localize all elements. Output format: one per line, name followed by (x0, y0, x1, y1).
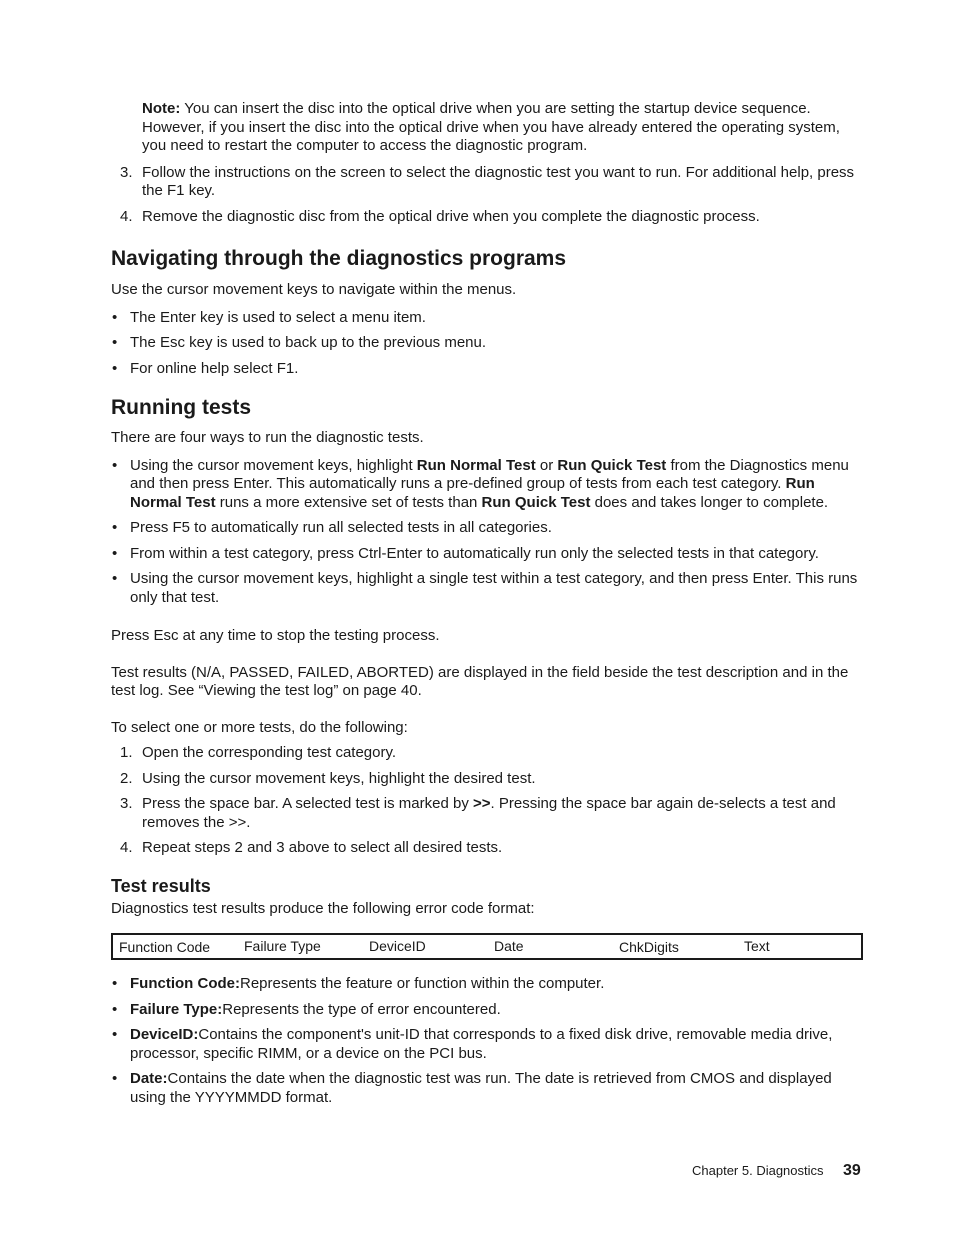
step-text: Open the corresponding test category. (142, 744, 397, 761)
heading-running-tests: Running tests (111, 396, 251, 419)
list-item (111, 975, 863, 994)
bullet-text: Using the cursor movement keys, highlight a single test within a test category, and then press Enter. This runs only that test. (130, 570, 858, 606)
bullet-text: runs a more extensive set of tests than (215, 493, 482, 511)
column-failure-type: Failure Type (244, 938, 321, 954)
bullet: • (112, 456, 118, 474)
running-intro: There are four ways to run the diagnostic tests. (111, 429, 424, 446)
step-number: 4. (120, 839, 133, 856)
footer-chapter: Chapter 5. Diagnostics (692, 1163, 824, 1178)
column-text: Text (744, 938, 770, 954)
list-item (111, 1026, 863, 1063)
heading-navigating: Navigating through the diagnostics programs (111, 247, 567, 270)
step-number: 4. (120, 207, 133, 225)
column-device-id: DeviceID (369, 938, 426, 954)
list-item (111, 1001, 863, 1020)
bullet: • (112, 1026, 118, 1043)
bullet: • (112, 308, 118, 326)
definition-term: DeviceID: (130, 1026, 199, 1043)
bullet-text: The Esc key is used to back up to the previous menu. (130, 334, 487, 351)
nav-bullets (111, 309, 863, 379)
bullet-text: For online help select F1. (130, 359, 299, 377)
list-item (111, 208, 863, 227)
select-steps (111, 744, 863, 858)
error-code-definitions (111, 975, 863, 1107)
definition-text: Represents the feature or function within the computer. (239, 975, 605, 992)
step-number: 3. (120, 795, 133, 812)
note-label: Note: (142, 100, 181, 117)
paragraph-results: Test results (N/A, PASSED, FAILED, ABORTED) are displayed in the field beside the test description and in the test log. See “Viewing the test log” on page 40. (111, 663, 849, 699)
keyword: Run Quick Test (481, 493, 591, 511)
bullet: • (112, 1000, 118, 1018)
definition-term: Function Code: (130, 975, 240, 992)
marker-symbol: >> (473, 795, 491, 812)
column-date: Date (494, 938, 524, 954)
paragraph-select: To select one or more tests, do the following: (111, 718, 408, 736)
step-text: Using the cursor movement keys, highlight the desired test. (142, 769, 536, 787)
bullet-text: does and takes longer to complete. (590, 493, 829, 511)
bullet: • (112, 975, 118, 992)
list-item (111, 309, 863, 328)
steps-top (111, 164, 863, 227)
bullet-text: From within a test category, press Ctrl-Enter to automatically run only the selected tests in that category. (130, 544, 819, 562)
paragraph-esc: Press Esc at any time to stop the testing process. (111, 627, 440, 644)
bullet-text: Using the cursor movement keys, highlight (130, 456, 417, 474)
definition-term: Failure Type: (130, 1000, 223, 1018)
column-function-code: Function Code (119, 939, 211, 955)
note-text: You can insert the disc into the optical drive when you are setting the startup device sequence. However, if you insert the disc into the optical drive when you have already entered the operating system, you need to restart the computer to access the diagnostic program. (142, 100, 840, 154)
bullet-text: The Enter key is used to select a menu item. (130, 308, 426, 326)
step-number: 2. (120, 769, 133, 787)
list-item (111, 570, 863, 607)
bullet: • (112, 570, 118, 587)
note (142, 100, 863, 156)
list-item (111, 795, 863, 832)
step-text: Follow the instructions on the screen to select the diagnostic test you want to run. For additional help, press the F1 key. (142, 163, 855, 199)
step-text: Press the space bar. A selected test is marked by (142, 795, 474, 812)
definition-text: Contains the component's unit-ID that corresponds to a fixed disk drive, removable media drive, processor, specific RIMM, or a device on the PCI bus. (130, 1026, 833, 1062)
bullet: • (112, 519, 118, 536)
list-item (111, 839, 863, 858)
list-item (111, 744, 863, 763)
page-content (111, 100, 863, 1114)
bullet: • (112, 359, 118, 377)
bullet-text: or (535, 456, 558, 474)
list-item (111, 164, 863, 201)
page-footer (692, 1162, 861, 1179)
page-number: 39 (843, 1162, 861, 1179)
bullet-text: from the Diagnostics menu and then press Enter. This automatically runs a pre-defined group of tests from each test category. (130, 456, 849, 492)
list-item (111, 1070, 863, 1107)
keyword: Run Normal Test (416, 456, 536, 474)
step-text: . Pressing the space bar again de-selects a test and removes the >>. (142, 795, 836, 831)
definition-text: Contains the date when the diagnostic test was run. The date is retrieved from CMOS and displayed using the YYYYMMDD format. (130, 1070, 832, 1106)
list-item (111, 545, 863, 564)
definition-term: Date: (130, 1070, 168, 1087)
definition-text: Represents the type of error encountered. (222, 1000, 501, 1018)
keyword: Run Quick Test (557, 456, 667, 474)
nav-intro: Use the cursor movement keys to navigate within the menus. (111, 281, 517, 298)
list-item (111, 519, 863, 538)
list-item (111, 334, 863, 353)
bullet: • (112, 1070, 118, 1087)
results-intro: Diagnostics test results produce the following error code format: (111, 899, 535, 917)
running-bullets (111, 457, 863, 608)
step-number: 1. (120, 744, 133, 761)
column-chk-digits: ChkDigits (619, 939, 679, 955)
list-item (111, 360, 863, 379)
bullet: • (112, 334, 118, 351)
bullet: • (112, 544, 118, 562)
list-item (111, 457, 863, 513)
keyword: Run Normal Test (130, 475, 815, 511)
step-text: Remove the diagnostic disc from the optical drive when you complete the diagnostic process. (142, 207, 760, 225)
list-item (111, 770, 863, 789)
step-number: 3. (120, 163, 133, 181)
heading-test-results: Test results (111, 875, 211, 896)
error-code-format-table (111, 933, 863, 960)
bullet-text: Press F5 to automatically run all selected tests in all categories. (130, 519, 552, 536)
step-text: Repeat steps 2 and 3 above to select all desired tests. (142, 839, 503, 856)
